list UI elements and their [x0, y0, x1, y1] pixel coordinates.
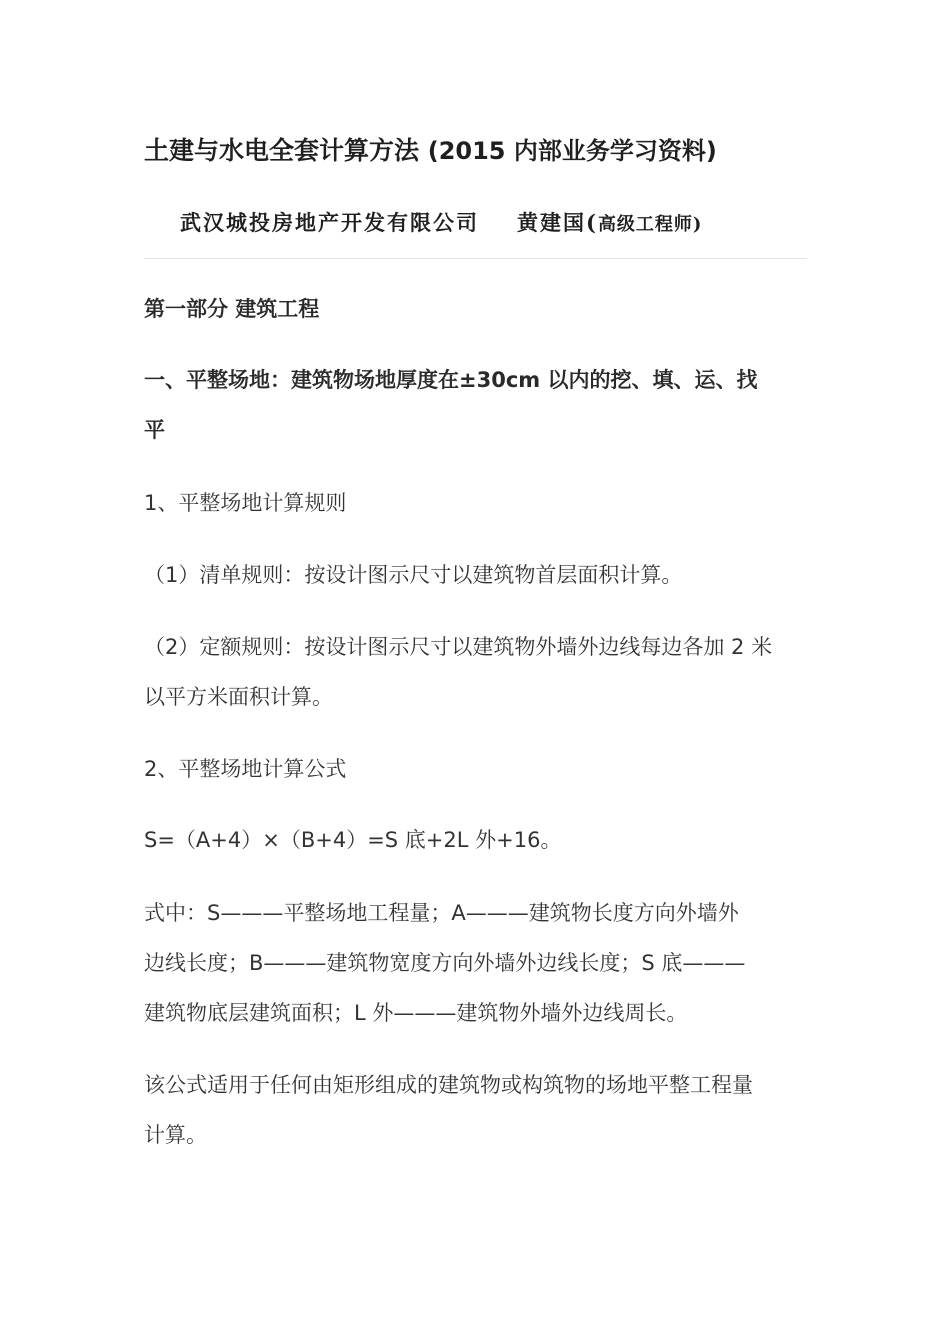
note-line: 计算。 — [144, 1123, 207, 1147]
part-heading-text: 第一部分 建筑工程 — [144, 297, 320, 321]
formula-legend — [144, 888, 807, 1038]
rule-paragraph — [144, 550, 807, 600]
legend-line: 边线长度；B———建筑物宽度方向外墙外边线长度；S 底——— — [144, 951, 746, 975]
author-line — [180, 203, 702, 245]
formula-text: S=（A+4）×（B+4）=S 底+2L 外+16。 — [144, 828, 562, 852]
document-title — [144, 131, 807, 171]
note-line: 该公式适用于任何由矩形组成的建筑物或构筑物的场地平整工程量 — [144, 1073, 753, 1097]
formula — [144, 815, 807, 865]
legend-line: 式中：S———平整场地工程量；A———建筑物长度方向外墙外 — [144, 901, 739, 925]
legend-line: 建筑物底层建筑面积；L 外———建筑物外墙外边线周长。 — [144, 1001, 688, 1025]
item-heading-text: 1、平整场地计算规则 — [144, 491, 347, 515]
item-heading — [144, 744, 807, 794]
item-heading — [144, 478, 807, 528]
title-suffix: (2015 内部业务学习资料) — [427, 137, 717, 165]
author-organization: 武汉城投房地产开发有限公司 — [180, 210, 479, 235]
divider-line — [144, 258, 807, 259]
section-heading-line: 一、平整场地：建筑物场地厚度在±30cm 以内的挖、填、运、找 — [144, 368, 758, 392]
rule-text: （1）清单规则：按设计图示尺寸以建筑物首层面积计算。 — [144, 563, 683, 587]
author-name: 黄建国( — [517, 210, 598, 235]
part-heading — [144, 284, 807, 334]
title-main: 土建与水电全套计算方法 — [144, 136, 420, 165]
section-heading-line: 平 — [144, 418, 165, 442]
author-role: 高级工程师) — [597, 214, 703, 235]
rule-text-line: （2）定额规则：按设计图示尺寸以建筑物外墙外边线每边各加 2 米 — [144, 635, 773, 659]
rule-text-line: 以平方米面积计算。 — [144, 685, 333, 709]
item-heading-text: 2、平整场地计算公式 — [144, 757, 347, 781]
rule-paragraph — [144, 622, 807, 722]
section-heading — [144, 355, 807, 455]
note-paragraph — [144, 1060, 807, 1160]
